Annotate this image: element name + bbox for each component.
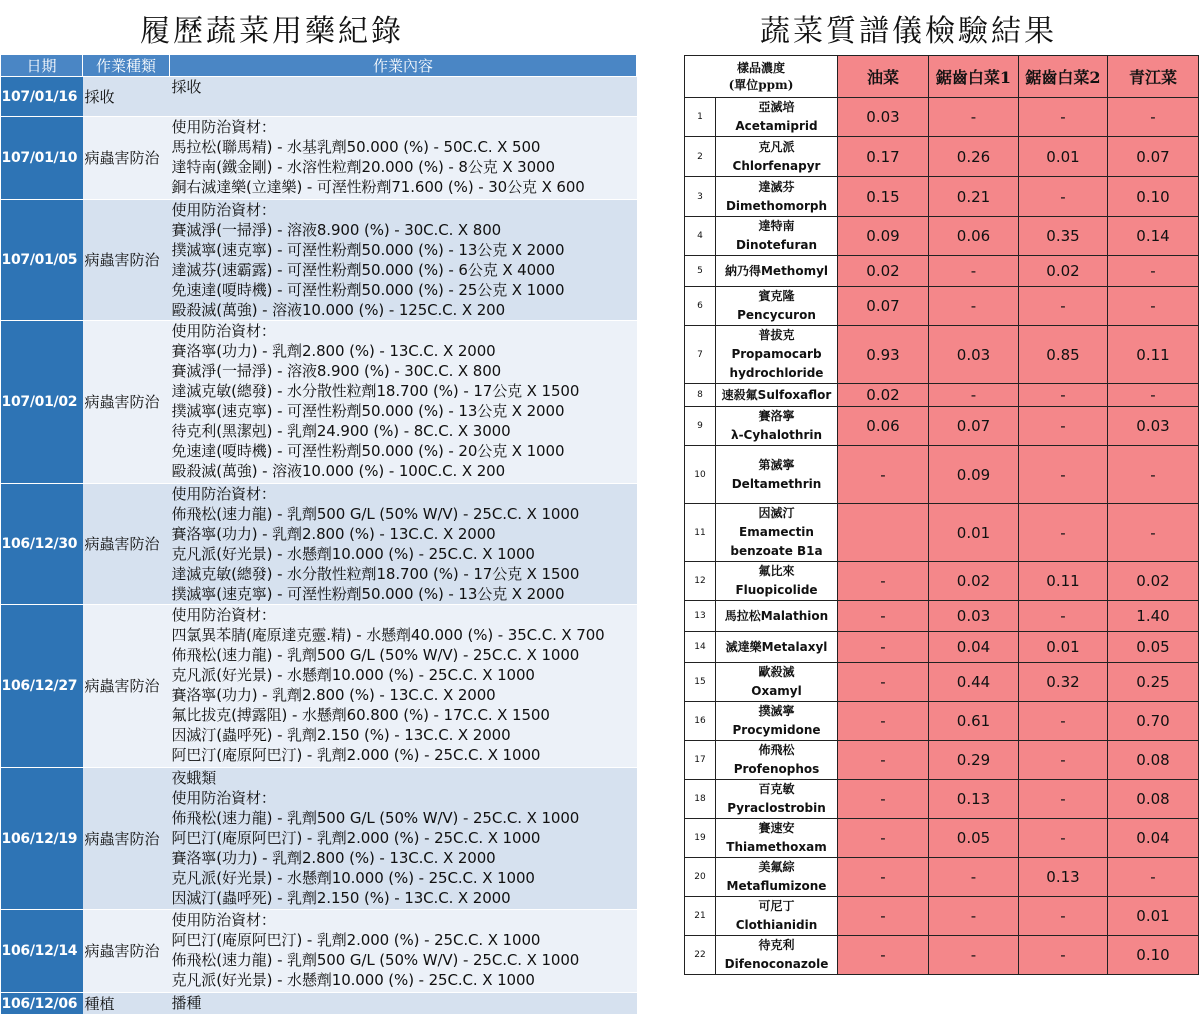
value-serrated-cabbage-1: 0.07 xyxy=(929,407,1019,446)
content-line: 佈飛松(速力龍) - 乳劑500 G/L (50% W/V) - 25C.C. X 1000 xyxy=(171,505,580,523)
pesticide-name-zh: 美氟綜 xyxy=(758,860,795,874)
result-row xyxy=(685,137,1199,177)
header-content: 作業內容 xyxy=(170,55,637,77)
content-line: 使用防治資材： xyxy=(171,789,276,807)
record-row xyxy=(1,321,637,484)
pesticide-name-zh: 亞滅培 xyxy=(758,100,795,114)
pesticide-name xyxy=(716,504,838,562)
content-line: 達滅芬(速霸露) - 可溼性粉劑50.000 (%) - 6公克 X 4000 xyxy=(171,261,555,279)
value-youcai: - xyxy=(838,780,929,819)
residue-results-table xyxy=(684,55,1199,975)
content-line: 阿巴汀(庵原阿巴汀) - 乳劑2.000 (%) - 25C.C. X 1000 xyxy=(171,829,541,847)
column-header-serrated-cabbage-1: 鋸齒白菜1 xyxy=(929,56,1019,98)
record-date: 107/01/10 xyxy=(1,117,83,200)
value-serrated-cabbage-1: 0.13 xyxy=(929,780,1019,819)
row-number: 12 xyxy=(685,562,716,601)
content-line: 達特南(鐵金剛) - 水溶性粒劑20.000 (%) - 8公克 X 3000 xyxy=(171,158,555,176)
content-line: 毆殺滅(萬強) - 溶液10.000 (%) - 125C.C. X 200 xyxy=(171,301,506,319)
pesticide-name-en: Metaflumizone xyxy=(726,879,827,893)
content-line: 採收 xyxy=(171,78,202,96)
value-youcai: - xyxy=(838,858,929,897)
pesticide-name-en: Dinotefuran xyxy=(735,238,818,252)
value-youcai: - xyxy=(838,702,929,741)
header-type: 作業種類 xyxy=(83,55,170,77)
pesticide-name-zh: 速殺氟 xyxy=(721,387,758,402)
pesticide-name-en: Propamocarb hydrochloride xyxy=(729,347,824,380)
record-type: 病蟲害防治 xyxy=(83,768,170,910)
result-row xyxy=(685,632,1199,663)
record-date: 107/01/02 xyxy=(1,321,83,484)
content-line: 克凡派(好光景) - 水懸劑10.000 (%) - 25C.C. X 1000 xyxy=(171,869,535,887)
result-row xyxy=(685,407,1199,446)
result-row xyxy=(685,780,1199,819)
content-line: 使用防治資材： xyxy=(171,322,276,340)
pesticide-name-zh: 滅達樂 xyxy=(725,639,762,654)
value-bok-choy: 0.01 xyxy=(1108,897,1199,936)
row-number: 4 xyxy=(685,217,716,256)
record-type: 種植 xyxy=(83,993,170,1015)
pesticide-name xyxy=(716,562,838,601)
pesticide-name xyxy=(716,741,838,780)
pesticide-name xyxy=(716,287,838,326)
record-content xyxy=(170,321,637,484)
content-line: 撲滅寧(速克寧) - 可溼性粉劑50.000 (%) - 13公克 X 2000 xyxy=(171,241,565,259)
value-youcai: 0.02 xyxy=(838,256,929,287)
result-row xyxy=(685,562,1199,601)
value-youcai: 0.03 xyxy=(838,98,929,137)
row-number: 1 xyxy=(685,98,716,137)
value-bok-choy: 0.07 xyxy=(1108,137,1199,177)
value-bok-choy: 0.10 xyxy=(1108,177,1199,217)
value-serrated-cabbage-2: - xyxy=(1019,504,1108,562)
row-number: 11 xyxy=(685,504,716,562)
value-bok-choy: 0.08 xyxy=(1108,741,1199,780)
row-number: 6 xyxy=(685,287,716,326)
result-row xyxy=(685,897,1199,936)
result-row xyxy=(685,858,1199,897)
record-row xyxy=(1,200,637,321)
records-header-row xyxy=(1,55,637,77)
record-date: 107/01/16 xyxy=(1,77,83,117)
result-row xyxy=(685,663,1199,702)
value-youcai: 0.06 xyxy=(838,407,929,446)
value-serrated-cabbage-2: - xyxy=(1019,702,1108,741)
result-row xyxy=(685,936,1199,975)
pesticide-name-zh: 撲滅寧 xyxy=(758,704,795,718)
pesticide-name-zh: 可尼丁 xyxy=(758,899,795,913)
content-line: 撲滅寧(速克寧) - 可溼性粉劑50.000 (%) - 13公克 X 2000 xyxy=(171,585,565,603)
pesticide-name-zh: 待克利 xyxy=(758,938,795,952)
record-date: 106/12/06 xyxy=(1,993,83,1015)
pesticide-name xyxy=(716,663,838,702)
value-bok-choy: 1.40 xyxy=(1108,601,1199,632)
content-line: 因滅汀(蟲呼死) - 乳劑2.150 (%) - 13C.C. X 2000 xyxy=(171,889,511,907)
content-line: 待克利(黑潔剋) - 乳劑24.900 (%) - 8C.C. X 3000 xyxy=(171,422,511,440)
value-serrated-cabbage-1: - xyxy=(929,858,1019,897)
record-row xyxy=(1,77,637,117)
pesticide-name-zh: 克凡派 xyxy=(758,139,795,154)
record-content xyxy=(170,200,637,321)
value-serrated-cabbage-1: - xyxy=(929,256,1019,287)
record-content xyxy=(170,484,637,605)
record-date: 106/12/30 xyxy=(1,484,83,605)
pesticide-name-zh: 因滅汀 xyxy=(758,506,795,520)
content-line: 使用防治資材： xyxy=(171,606,276,624)
row-number: 22 xyxy=(685,936,716,975)
result-row xyxy=(685,326,1199,384)
pesticide-name-en: Dimethomorph xyxy=(725,198,828,213)
value-serrated-cabbage-2: 0.13 xyxy=(1019,858,1108,897)
value-serrated-cabbage-1: 0.61 xyxy=(929,702,1019,741)
row-number: 9 xyxy=(685,407,716,446)
value-serrated-cabbage-1: 0.01 xyxy=(929,504,1019,562)
record-content xyxy=(170,77,637,117)
content-line: 因滅汀(蟲呼死) - 乳劑2.150 (%) - 13C.C. X 2000 xyxy=(171,726,511,744)
results-title: 蔬菜質譜儀檢驗結果 xyxy=(760,14,1057,49)
value-youcai: 0.15 xyxy=(838,177,929,217)
pesticide-name xyxy=(716,384,838,407)
value-youcai: 0.02 xyxy=(838,384,929,407)
header-date: 日期 xyxy=(1,55,83,77)
record-content xyxy=(170,117,637,200)
value-serrated-cabbage-1: - xyxy=(929,98,1019,137)
content-line: 達滅克敏(總發) - 水分散性粒劑18.700 (%) - 17公克 X 1500 xyxy=(171,382,580,400)
value-bok-choy: 0.25 xyxy=(1108,663,1199,702)
pesticide-name-en: Acetamiprid xyxy=(735,119,818,133)
pesticide-name-en: Pyraclostrobin xyxy=(727,801,826,815)
value-serrated-cabbage-1: 0.44 xyxy=(929,663,1019,702)
value-youcai: - xyxy=(838,936,929,975)
value-serrated-cabbage-1: - xyxy=(929,287,1019,326)
records-title: 履歷蔬菜用藥紀錄 xyxy=(140,14,404,49)
result-row xyxy=(685,256,1199,287)
pesticide-name xyxy=(716,446,838,504)
value-serrated-cabbage-1: 0.29 xyxy=(929,741,1019,780)
pesticide-name-zh: 達特南 xyxy=(758,219,795,233)
value-serrated-cabbage-1: - xyxy=(929,936,1019,975)
content-line: 四氯異苯腈(庵原達克靈.精) - 水懸劑40.000 (%) - 35C.C. X 700 xyxy=(171,626,605,644)
pesticide-name xyxy=(716,780,838,819)
value-youcai: - xyxy=(838,741,929,780)
pesticide-name xyxy=(716,217,838,256)
content-line: 使用防治資材： xyxy=(171,485,276,503)
pesticide-name-zh: 納乃得 xyxy=(724,263,761,278)
value-serrated-cabbage-2: - xyxy=(1019,936,1108,975)
content-line: 使用防治資材： xyxy=(171,118,276,136)
content-line: 阿巴汀(庵原阿巴汀) - 乳劑2.000 (%) - 25C.C. X 1000 xyxy=(171,746,541,764)
header-label-line1: 樣品濃度 xyxy=(736,60,785,75)
record-row xyxy=(1,993,637,1015)
value-bok-choy: - xyxy=(1108,504,1199,562)
record-type: 病蟲害防治 xyxy=(83,200,170,321)
record-type: 病蟲害防治 xyxy=(83,117,170,200)
value-serrated-cabbage-2: - xyxy=(1019,601,1108,632)
value-bok-choy: - xyxy=(1108,98,1199,137)
record-type: 病蟲害防治 xyxy=(83,605,170,768)
content-line: 阿巴汀(庵原阿巴汀) - 乳劑2.000 (%) - 25C.C. X 1000 xyxy=(171,931,541,949)
value-bok-choy: 0.14 xyxy=(1108,217,1199,256)
pesticide-name-en: Metalaxyl xyxy=(761,639,828,654)
value-youcai: 0.07 xyxy=(838,287,929,326)
content-line: 賽洛寧(功力) - 乳劑2.800 (%) - 13C.C. X 2000 xyxy=(171,686,496,704)
row-number: 10 xyxy=(685,446,716,504)
value-youcai: 0.09 xyxy=(838,217,929,256)
pesticide-name-en: Fluopicolide xyxy=(735,583,818,597)
record-content xyxy=(170,605,637,768)
value-bok-choy: 0.05 xyxy=(1108,632,1199,663)
row-number: 16 xyxy=(685,702,716,741)
record-content xyxy=(170,768,637,910)
result-row xyxy=(685,98,1199,137)
content-line: 賽洛寧(功力) - 乳劑2.800 (%) - 13C.C. X 2000 xyxy=(171,849,496,867)
pesticide-name xyxy=(716,702,838,741)
record-type: 採收 xyxy=(83,77,170,117)
pesticide-name-zh: 普拔克 xyxy=(758,328,795,342)
content-line: 使用防治資材： xyxy=(171,201,276,219)
content-line: 佈飛松(速力龍) - 乳劑500 G/L (50% W/V) - 25C.C. X 1000 xyxy=(171,809,580,827)
value-serrated-cabbage-1: 0.03 xyxy=(929,601,1019,632)
pesticide-name-en: Clothianidin xyxy=(735,918,818,932)
pesticide-name-zh: 氟比來 xyxy=(758,564,795,578)
value-bok-choy: 0.10 xyxy=(1108,936,1199,975)
row-number: 20 xyxy=(685,858,716,897)
value-serrated-cabbage-2: 0.02 xyxy=(1019,256,1108,287)
pesticide-name-zh: 馬拉松 xyxy=(724,608,761,623)
result-row xyxy=(685,504,1199,562)
value-serrated-cabbage-1: 0.06 xyxy=(929,217,1019,256)
record-date: 106/12/19 xyxy=(1,768,83,910)
pesticide-name xyxy=(716,936,838,975)
pesticide-name-en: Oxamyl xyxy=(751,684,802,698)
value-serrated-cabbage-2: - xyxy=(1019,819,1108,858)
pesticide-name-zh: 賽洛寧 xyxy=(758,409,795,423)
row-number: 2 xyxy=(685,137,716,177)
pesticide-name xyxy=(716,407,838,446)
row-number: 19 xyxy=(685,819,716,858)
result-row xyxy=(685,287,1199,326)
value-serrated-cabbage-1: 0.02 xyxy=(929,562,1019,601)
pesticide-name xyxy=(716,819,838,858)
content-line: 克凡派(好光景) - 水懸劑10.000 (%) - 25C.C. X 1000 xyxy=(171,971,535,989)
pesticide-name xyxy=(716,137,838,177)
value-serrated-cabbage-1: 0.09 xyxy=(929,446,1019,504)
pesticide-name-zh: 達滅芬 xyxy=(758,179,795,194)
content-line: 佈飛松(速力龍) - 乳劑500 G/L (50% W/V) - 25C.C. X 1000 xyxy=(171,646,580,664)
pesticide-name-en: λ-Cyhalothrin xyxy=(730,428,823,442)
value-serrated-cabbage-2: - xyxy=(1019,446,1108,504)
results-header-row xyxy=(685,56,1199,98)
record-type: 病蟲害防治 xyxy=(83,910,170,993)
value-bok-choy: - xyxy=(1108,384,1199,407)
result-row xyxy=(685,741,1199,780)
header-sample-concentration xyxy=(685,56,838,98)
record-date: 106/12/14 xyxy=(1,910,83,993)
pesticide-name xyxy=(716,98,838,137)
value-serrated-cabbage-1: - xyxy=(929,897,1019,936)
value-youcai: - xyxy=(838,601,929,632)
column-header-youcai: 油菜 xyxy=(838,56,929,98)
content-line: 達滅克敏(總發) - 水分散性粒劑18.700 (%) - 17公克 X 1500 xyxy=(171,565,580,583)
value-serrated-cabbage-2: - xyxy=(1019,407,1108,446)
pesticide-name-en: Difenoconazole xyxy=(724,957,829,971)
value-bok-choy: 0.02 xyxy=(1108,562,1199,601)
record-type: 病蟲害防治 xyxy=(83,484,170,605)
content-line: 佈飛松(速力龍) - 乳劑500 G/L (50% W/V) - 25C.C. X 1000 xyxy=(171,951,580,969)
row-number: 3 xyxy=(685,177,716,217)
record-date: 107/01/05 xyxy=(1,200,83,321)
pesticide-name-en: Emamectin benzoate B1a xyxy=(730,525,823,558)
pesticide-name-en: Thiamethoxam xyxy=(726,840,827,854)
pesticide-records-table xyxy=(0,54,637,1015)
value-bok-choy: 0.04 xyxy=(1108,819,1199,858)
pesticide-name-en: Deltamethrin xyxy=(731,476,822,491)
content-line: 免速達(嗄時機) - 可溼性粉劑50.000 (%) - 25公克 X 1000 xyxy=(171,281,565,299)
value-youcai: - xyxy=(838,897,929,936)
result-row xyxy=(685,384,1199,407)
content-line: 氟比拔克(搏露阻) - 水懸劑60.800 (%) - 17C.C. X 1500 xyxy=(171,706,550,724)
value-bok-choy: 0.70 xyxy=(1108,702,1199,741)
value-serrated-cabbage-2: 0.11 xyxy=(1019,562,1108,601)
record-row xyxy=(1,605,637,768)
value-youcai xyxy=(838,504,929,562)
pesticide-name-zh: 百克敏 xyxy=(758,782,795,796)
value-serrated-cabbage-2: 0.01 xyxy=(1019,137,1108,177)
result-row xyxy=(685,601,1199,632)
content-line: 賽洛寧(功力) - 乳劑2.800 (%) - 13C.C. X 2000 xyxy=(171,525,496,543)
value-serrated-cabbage-2: 0.35 xyxy=(1019,217,1108,256)
value-serrated-cabbage-2: - xyxy=(1019,741,1108,780)
pesticide-name-en: Malathion xyxy=(760,608,829,623)
value-serrated-cabbage-1: 0.26 xyxy=(929,137,1019,177)
value-serrated-cabbage-2: - xyxy=(1019,287,1108,326)
row-number: 8 xyxy=(685,384,716,407)
record-date: 106/12/27 xyxy=(1,605,83,768)
pesticide-name-zh: 第滅寧 xyxy=(758,457,795,472)
content-line: 賽洛寧(功力) - 乳劑2.800 (%) - 13C.C. X 2000 xyxy=(171,342,496,360)
pesticide-name-zh: 賓克隆 xyxy=(758,289,795,303)
row-number: 15 xyxy=(685,663,716,702)
value-youcai: 0.93 xyxy=(838,326,929,384)
row-number: 13 xyxy=(685,601,716,632)
result-row xyxy=(685,446,1199,504)
content-line: 馬拉松(聯馬精) - 水基乳劑50.000 (%) - 50C.C. X 500 xyxy=(171,138,541,156)
row-number: 17 xyxy=(685,741,716,780)
content-line: 撲滅寧(速克寧) - 可溼性粉劑50.000 (%) - 13公克 X 2000 xyxy=(171,402,565,420)
value-youcai: - xyxy=(838,663,929,702)
record-row xyxy=(1,910,637,993)
pesticide-name-en: Sulfoxaflor xyxy=(757,387,832,402)
content-line: 夜蛾類 xyxy=(171,769,217,787)
result-row xyxy=(685,177,1199,217)
row-number: 18 xyxy=(685,780,716,819)
pesticide-name xyxy=(716,256,838,287)
value-youcai: - xyxy=(838,446,929,504)
column-header-bok-choy: 青江菜 xyxy=(1108,56,1199,98)
content-line: 賽滅淨(一掃淨) - 溶液8.900 (%) - 30C.C. X 800 xyxy=(171,362,502,380)
row-number: 5 xyxy=(685,256,716,287)
pesticide-name xyxy=(716,601,838,632)
record-content xyxy=(170,910,637,993)
row-number: 14 xyxy=(685,632,716,663)
value-youcai: - xyxy=(838,819,929,858)
content-line: 播種 xyxy=(171,994,202,1012)
pesticide-name xyxy=(716,177,838,217)
pesticide-name-en: Chlorfenapyr xyxy=(732,158,821,173)
pesticide-name-en: Methomyl xyxy=(760,263,829,278)
pesticide-name-en: Profenophos xyxy=(733,762,820,776)
value-serrated-cabbage-2: - xyxy=(1019,780,1108,819)
result-row xyxy=(685,702,1199,741)
record-row xyxy=(1,768,637,910)
record-row xyxy=(1,117,637,200)
value-serrated-cabbage-2: 0.85 xyxy=(1019,326,1108,384)
content-line: 使用防治資材： xyxy=(171,911,276,929)
pesticide-name-zh: 佈飛松 xyxy=(758,743,795,757)
content-line: 克凡派(好光景) - 水懸劑10.000 (%) - 25C.C. X 1000 xyxy=(171,666,535,684)
content-line: 免速達(嗄時機) - 可溼性粉劑50.000 (%) - 20公克 X 1000 xyxy=(171,442,565,460)
pesticide-name-en: Procymidone xyxy=(732,723,821,737)
pesticide-name xyxy=(716,326,838,384)
column-header-serrated-cabbage-2: 鋸齒白菜2 xyxy=(1019,56,1108,98)
value-serrated-cabbage-2: 0.32 xyxy=(1019,663,1108,702)
value-bok-choy: 0.08 xyxy=(1108,780,1199,819)
header-label-line2: (單位ppm) xyxy=(728,77,794,92)
record-type: 病蟲害防治 xyxy=(83,321,170,484)
content-line: 賽滅淨(一掃淨) - 溶液8.900 (%) - 30C.C. X 800 xyxy=(171,221,502,239)
value-bok-choy: - xyxy=(1108,446,1199,504)
result-row xyxy=(685,217,1199,256)
value-serrated-cabbage-1: 0.21 xyxy=(929,177,1019,217)
value-youcai: - xyxy=(838,562,929,601)
value-bok-choy: - xyxy=(1108,256,1199,287)
value-bok-choy: 0.11 xyxy=(1108,326,1199,384)
content-line: 毆殺滅(萬強) - 溶液10.000 (%) - 100C.C. X 200 xyxy=(171,462,506,480)
value-serrated-cabbage-2: - xyxy=(1019,98,1108,137)
value-youcai: 0.17 xyxy=(838,137,929,177)
value-serrated-cabbage-2: - xyxy=(1019,177,1108,217)
pesticide-name xyxy=(716,632,838,663)
content-line: 銅右滅達樂(立達樂) - 可溼性粉劑71.600 (%) - 30公克 X 600 xyxy=(171,178,585,196)
value-serrated-cabbage-1: - xyxy=(929,384,1019,407)
value-serrated-cabbage-2: 0.01 xyxy=(1019,632,1108,663)
pesticide-name-en: Pencycuron xyxy=(737,308,816,322)
pesticide-name-zh: 歐殺滅 xyxy=(758,665,795,679)
record-content xyxy=(170,993,637,1015)
result-row xyxy=(685,819,1199,858)
content-line: 克凡派(好光景) - 水懸劑10.000 (%) - 25C.C. X 1000 xyxy=(171,545,535,563)
value-serrated-cabbage-1: 0.03 xyxy=(929,326,1019,384)
value-bok-choy: - xyxy=(1108,858,1199,897)
row-number: 7 xyxy=(685,326,716,384)
pesticide-name xyxy=(716,897,838,936)
record-row xyxy=(1,484,637,605)
pesticide-name-zh: 賽速安 xyxy=(758,821,795,835)
value-serrated-cabbage-1: 0.05 xyxy=(929,819,1019,858)
pesticide-name xyxy=(716,858,838,897)
row-number: 21 xyxy=(685,897,716,936)
value-youcai: - xyxy=(838,632,929,663)
value-serrated-cabbage-1: 0.04 xyxy=(929,632,1019,663)
value-serrated-cabbage-2: - xyxy=(1019,384,1108,407)
value-serrated-cabbage-2: - xyxy=(1019,897,1108,936)
value-bok-choy: 0.03 xyxy=(1108,407,1199,446)
value-bok-choy: - xyxy=(1108,287,1199,326)
